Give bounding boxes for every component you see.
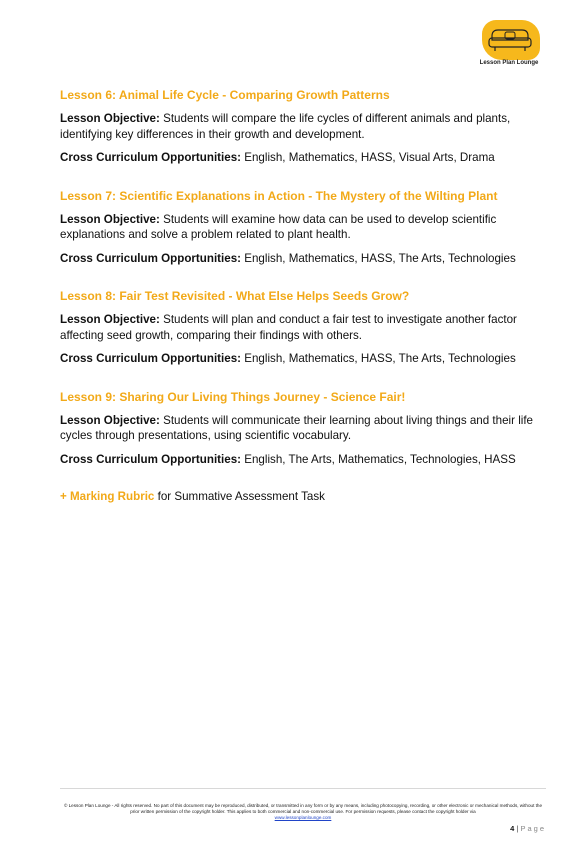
cross-curriculum [60,351,550,367]
lesson-title: Lesson 6: Animal Life Cycle - Comparing Growth Patterns [60,88,390,102]
copyright-text: © Lesson Plan Lounge - All rights reserved. No part of this document may be reproduced, distributed, or transmitted in any form or by any means, including photocopying, recording, or other electronic or mechanical methods, without the prior written permission of the copyright holder. This applies to both commercial and non-commercial use. For permission requests, please contact the copyright holder via [63,803,543,815]
marking-rubric-link[interactable]: + Marking Rubric [60,490,155,503]
objective-text: Students will examine how data can be used to develop scientific explanations and solve a problem related to plant health. [60,212,497,241]
sofa-icon [486,24,534,56]
cross-curriculum-label: Cross Curriculum Opportunities: [60,251,242,265]
cross-curriculum-text: English, Mathematics, HASS, The Arts, Technologies [241,352,516,365]
objective-label: Lesson Objective: [60,112,160,125]
cross-curriculum-label: Cross Curriculum Opportunities: [60,352,242,365]
marking-rubric [60,489,550,505]
objective-label: Lesson Objective: [60,212,160,226]
cross-curriculum [60,150,550,166]
cross-curriculum [60,452,550,468]
footer-divider [60,788,546,789]
cross-curriculum-text: English, Mathematics, HASS, The Arts, Technologies [241,251,516,265]
page-number-value: 4 [510,824,515,833]
objective-text: Students will plan and conduct a fair test to investigate another factor affecting seed growth, comparing their findings with others. [60,313,517,342]
objective-text: Students will compare the life cycles of different animals and plants, identifying key differences in their growth and development. [60,112,511,141]
lesson-objective [60,312,550,343]
lesson-title: Lesson 7: Scientific Explanations in Action - The Mystery of the Wilting Plant [60,188,498,203]
website-link[interactable]: www.lessonplanlounge.com [274,815,332,821]
brand-logo [476,18,542,74]
lesson-9 [60,389,550,468]
lesson-title: Lesson 8: Fair Test Revisited - What Else Helps Seeds Grow? [60,289,410,303]
lesson-6 [60,87,550,166]
lesson-7 [60,188,550,267]
objective-label: Lesson Objective: [60,313,160,326]
page-separator: | [514,824,521,833]
cross-curriculum [60,251,550,267]
page-number [470,824,546,833]
lesson-objective [60,413,550,444]
cross-curriculum-text: English, The Arts, Mathematics, Technologies, HASS [241,452,516,466]
lesson-objective [60,111,550,142]
cross-curriculum-label: Cross Curriculum Opportunities: [60,151,242,164]
marking-rubric-text: for Summative Assessment Task [154,490,325,503]
page-label: Page [520,824,546,833]
cross-curriculum-label: Cross Curriculum Opportunities: [60,452,242,466]
objective-label: Lesson Objective: [60,413,160,427]
objective-text: Students will communicate their learning about living things and their life cycles through presentations, using scientific vocabulary. [60,413,534,442]
lesson-8 [60,288,550,367]
lesson-title: Lesson 9: Sharing Our Living Things Journey - Science Fair! [60,389,406,404]
cross-curriculum-text: English, Mathematics, HASS, Visual Arts, Drama [241,151,495,164]
footer-copyright [60,803,546,822]
lesson-objective [60,212,550,243]
logo-text: Lesson Plan Lounge [479,60,539,66]
lesson-list [60,87,550,505]
